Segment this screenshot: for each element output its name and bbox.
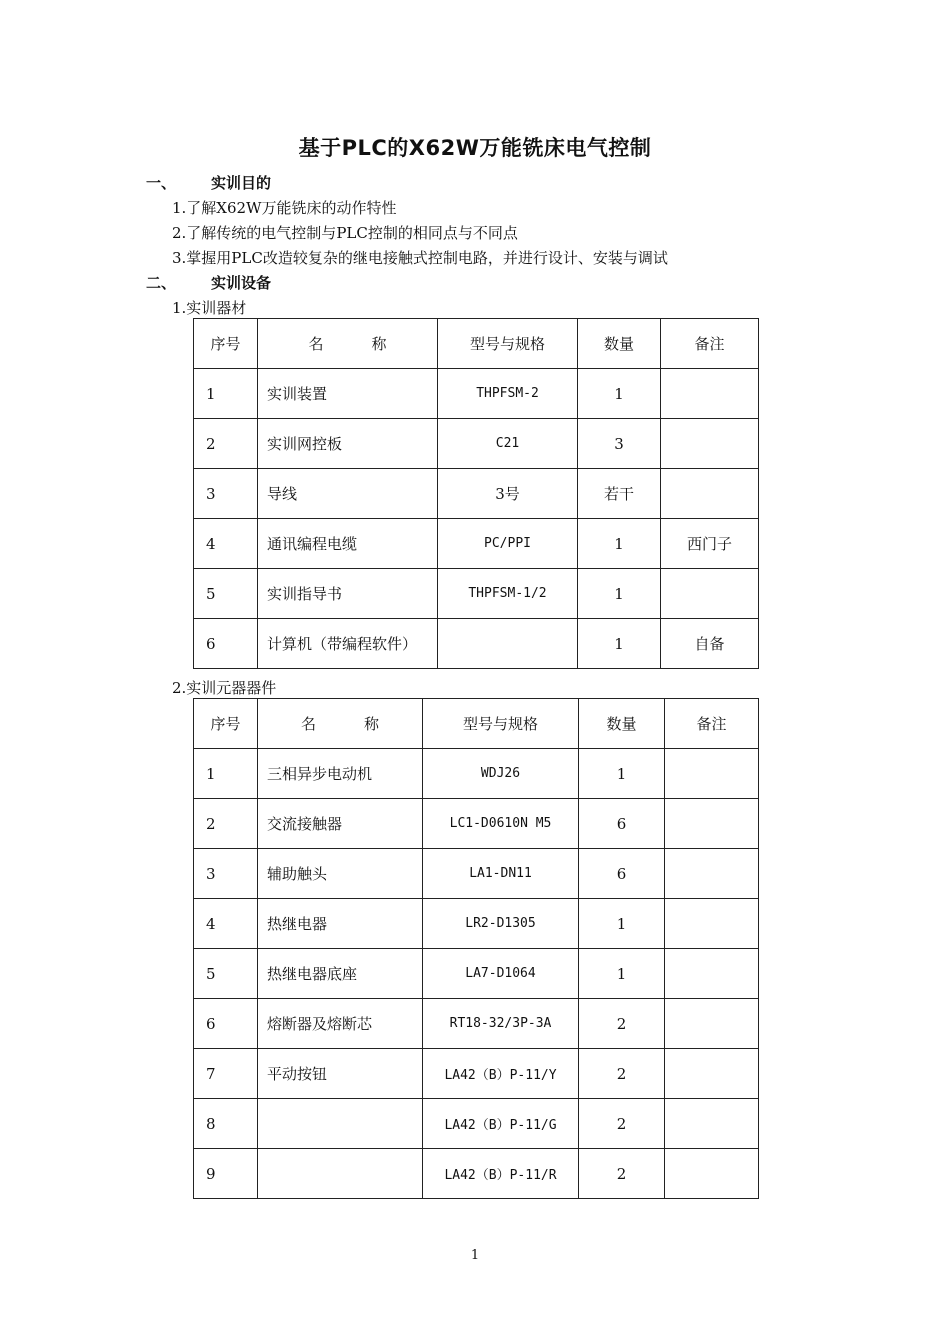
objective-item-2: 2.了解传统的电气控制与PLC控制的相同点与不同点 [172, 224, 518, 242]
table-row [194, 419, 759, 469]
cell-note: 自备 [661, 619, 759, 669]
cell-note: 西门子 [661, 519, 759, 569]
materials-table [193, 318, 759, 669]
subsection-components: 2.实训元器器件 [172, 679, 277, 697]
table-row [194, 1099, 759, 1149]
section-heading-equipment [0, 272, 950, 292]
cell-qty: 1 [578, 369, 661, 419]
table-row [194, 619, 759, 669]
table-row [194, 849, 759, 899]
cell-index: 1 [194, 369, 258, 419]
table-header-row [194, 319, 759, 369]
cell-name: 热继电器底座 [258, 949, 423, 999]
cell-note [661, 419, 759, 469]
cell-note [665, 1049, 759, 1099]
cell-index: 2 [194, 419, 258, 469]
table-row [194, 899, 759, 949]
cell-spec: LR2-D1305 [423, 899, 579, 949]
table-row [194, 999, 759, 1049]
subsection-materials: 1.实训器材 [172, 299, 247, 317]
cell-spec: C21 [438, 419, 578, 469]
cell-name: 热继电器 [258, 899, 423, 949]
cell-spec: 3号 [438, 469, 578, 519]
header-note: 备注 [661, 319, 759, 369]
cell-note [665, 799, 759, 849]
table-row [194, 749, 759, 799]
cell-note [661, 369, 759, 419]
header-index: 序号 [194, 699, 258, 749]
table-row [194, 949, 759, 999]
cell-note [665, 1149, 759, 1199]
cell-index: 5 [194, 949, 258, 999]
cell-note [665, 949, 759, 999]
cell-index: 1 [194, 749, 258, 799]
cell-name: 平动按钮 [258, 1049, 423, 1099]
cell-name: 导线 [258, 469, 438, 519]
cell-index: 6 [194, 999, 258, 1049]
cell-note [665, 1099, 759, 1149]
cell-spec: RT18-32/3P-3A [423, 999, 579, 1049]
table-row [194, 569, 759, 619]
cell-name: 辅助触头 [258, 849, 423, 899]
header-index: 序号 [194, 319, 258, 369]
table-header-row [194, 699, 759, 749]
cell-spec: THPFSM-2 [438, 369, 578, 419]
cell-qty: 6 [579, 849, 665, 899]
cell-name: 实训网控板 [258, 419, 438, 469]
table-row [194, 1149, 759, 1199]
cell-spec: LA42（B）P-11/G [423, 1099, 579, 1149]
cell-name: 通讯编程电缆 [258, 519, 438, 569]
cell-name: 三相异步电动机 [258, 749, 423, 799]
objective-item-3: 3.掌握用PLC改造较复杂的继电接触式控制电路，并进行设计、安装与调试 [172, 249, 668, 267]
section-number: 一、 [146, 174, 177, 192]
cell-qty: 1 [579, 749, 665, 799]
cell-index: 4 [194, 899, 258, 949]
section-number: 二、 [146, 274, 177, 292]
cell-qty: 1 [579, 899, 665, 949]
page-number: 1 [470, 1248, 480, 1263]
cell-spec: WDJ26 [423, 749, 579, 799]
cell-note [661, 569, 759, 619]
cell-name: 计算机（带编程软件） [258, 619, 438, 669]
cell-spec: LC1-D0610N M5 [423, 799, 579, 849]
cell-name: 熔断器及熔断芯 [258, 999, 423, 1049]
cell-name [258, 1099, 423, 1149]
header-qty: 数量 [578, 319, 661, 369]
cell-index: 9 [194, 1149, 258, 1199]
cell-spec: LA42（B）P-11/R [423, 1149, 579, 1199]
cell-index: 8 [194, 1099, 258, 1149]
cell-qty: 2 [579, 999, 665, 1049]
cell-index: 3 [194, 849, 258, 899]
section-label: 实训设备 [211, 274, 272, 292]
cell-note [665, 849, 759, 899]
cell-spec: LA7-D1064 [423, 949, 579, 999]
cell-qty: 2 [579, 1149, 665, 1199]
header-name: 名 称 [258, 319, 438, 369]
cell-index: 5 [194, 569, 258, 619]
document-title: 基于PLC的X62W万能铣床电气控制 [298, 136, 652, 160]
table-row [194, 369, 759, 419]
table-row [194, 519, 759, 569]
cell-index: 3 [194, 469, 258, 519]
cell-qty: 3 [578, 419, 661, 469]
cell-index: 2 [194, 799, 258, 849]
header-note: 备注 [665, 699, 759, 749]
cell-spec [438, 619, 578, 669]
cell-spec: PC/PPI [438, 519, 578, 569]
cell-qty: 若干 [578, 469, 661, 519]
header-spec: 型号与规格 [438, 319, 578, 369]
cell-qty: 2 [579, 1099, 665, 1149]
cell-note [665, 899, 759, 949]
cell-name [258, 1149, 423, 1199]
objective-item-1: 1.了解X62W万能铣床的动作特性 [172, 199, 397, 217]
cell-name: 实训装置 [258, 369, 438, 419]
header-name: 名 称 [258, 699, 423, 749]
header-qty: 数量 [579, 699, 665, 749]
table-row [194, 469, 759, 519]
section-heading-objectives [0, 172, 950, 192]
section-label: 实训目的 [211, 174, 272, 192]
cell-qty: 1 [578, 519, 661, 569]
cell-qty: 1 [578, 569, 661, 619]
cell-note [665, 749, 759, 799]
cell-note [661, 469, 759, 519]
cell-note [665, 999, 759, 1049]
cell-spec: LA1-DN11 [423, 849, 579, 899]
header-spec: 型号与规格 [423, 699, 579, 749]
cell-spec: LA42（B）P-11/Y [423, 1049, 579, 1099]
cell-qty: 1 [579, 949, 665, 999]
cell-index: 4 [194, 519, 258, 569]
cell-qty: 2 [579, 1049, 665, 1099]
cell-index: 7 [194, 1049, 258, 1099]
table-row [194, 1049, 759, 1099]
components-table [193, 698, 759, 1199]
cell-index: 6 [194, 619, 258, 669]
cell-qty: 1 [578, 619, 661, 669]
cell-qty: 6 [579, 799, 665, 849]
table-row [194, 799, 759, 849]
cell-name: 交流接触器 [258, 799, 423, 849]
cell-spec: THPFSM-1/2 [438, 569, 578, 619]
cell-name: 实训指导书 [258, 569, 438, 619]
